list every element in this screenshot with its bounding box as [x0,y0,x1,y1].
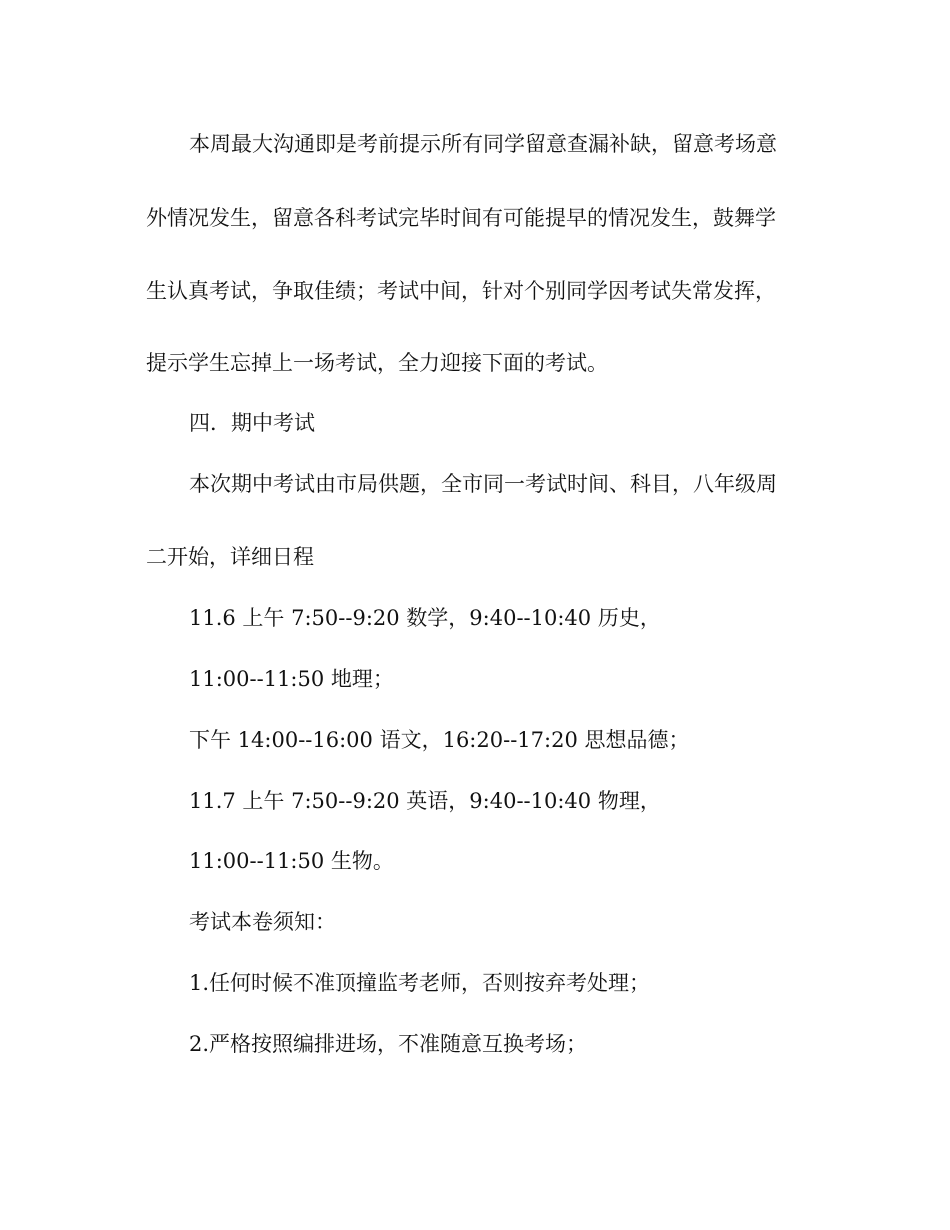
paragraph-line: 本周最大沟通即是考前提示所有同学留意查漏补缺，留意考场意 [189,132,777,156]
paragraph-line: 提示学生忘掉上一场考试，全力迎接下面的考试。 [146,351,608,375]
paragraph-line: 生认真考试，争取佳绩；考试中间，针对个别同学因考试失常发挥， [146,279,776,303]
notice-item: 2.严格按照编排进场，不准随意互换考场； [189,1032,588,1056]
paragraph-line: 本次期中考试由市局供题，全市同一考试时间、科目，八年级周 [189,472,777,496]
notice-title: 考试本卷须知： [189,910,336,934]
schedule-line: 11:00--11:50 地理； [189,667,394,691]
notice-item: 1.任何时候不准顶撞监考老师，否则按弃考处理； [189,971,651,995]
paragraph-line: 二开始，详细日程 [146,545,314,569]
schedule-line: 11.7 上午 7:50--9:20 英语，9:40--10:40 物理， [189,789,661,813]
schedule-line: 11:00--11:50 生物。 [189,849,394,873]
schedule-line: 11.6 上午 7:50--9:20 数学，9:40--10:40 历史， [189,606,661,630]
section-heading: 四．期中考试 [189,411,315,435]
schedule-line: 下午 14:00--16:00 语文，16:20--17:20 思想品德； [189,728,690,752]
paragraph-line: 外情况发生，留意各科考试完毕时间有可能提早的情况发生，鼓舞学 [146,206,776,230]
